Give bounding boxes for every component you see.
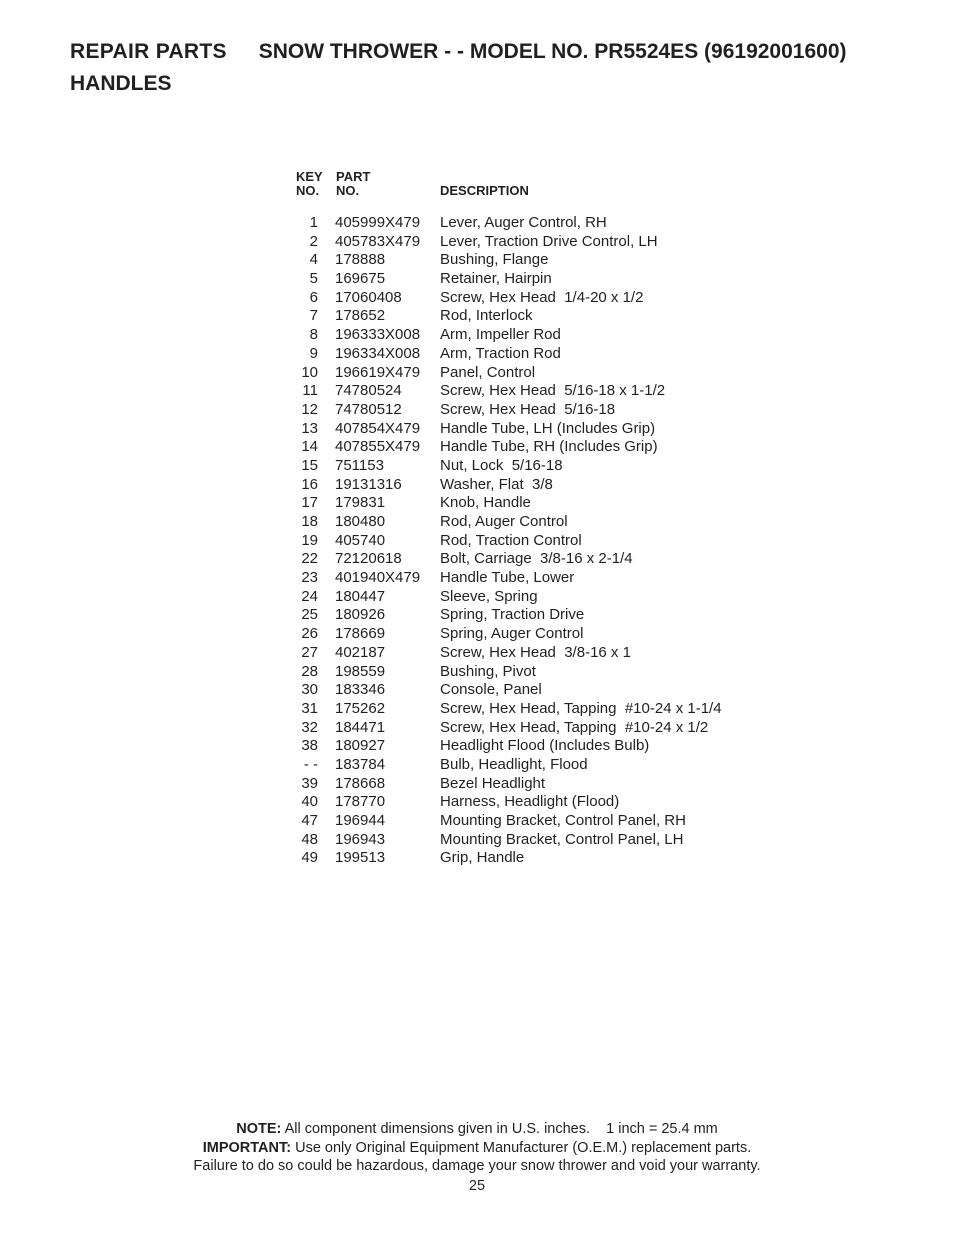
part-no-cell: 407854X479 [335,419,421,437]
table-row [290,812,810,831]
part-no-cell: 74780512 [335,400,402,418]
part-no-cell: 183346 [335,681,386,699]
table-row [290,420,810,439]
table-row [290,737,810,756]
table-row [290,775,810,794]
description-cell: Rod, Auger Control [440,513,568,530]
key-no-cell: 6 [309,288,318,306]
table-row [290,625,810,644]
part-no-cell: 178669 [335,625,386,643]
description-cell: Spring, Auger Control [440,625,584,643]
part-no-cell: 196619X479 [335,363,421,381]
description-cell: Bezel Headlight [440,774,546,792]
part-no-cell: 198559 [335,662,386,680]
key-no-cell: 27 [301,643,318,661]
key-no-cell: 31 [301,699,318,717]
part-no-cell: 169675 [335,270,386,288]
table-row [290,513,810,532]
table-row [290,532,810,551]
page-number: 25 [468,1177,486,1194]
part-no-cell: 405740 [335,531,386,549]
table-row [290,644,810,663]
description-cell: Bulb, Headlight, Flood [440,755,588,773]
key-no-cell: 14 [301,438,318,456]
table-row [290,849,810,868]
description-cell: Screw, Hex Head 5/16-18 [440,400,616,418]
part-no-cell: 19131316 [335,475,402,493]
description-cell: Lever, Traction Drive Control, LH [440,232,658,250]
part-no-cell: 72120618 [335,550,402,568]
key-no-cell: 18 [301,513,318,530]
table-row [290,663,810,682]
part-no-cell: 178652 [335,307,386,325]
key-no-cell: 15 [301,456,318,474]
table-row [290,345,810,364]
part-no-cell: 196943 [335,830,386,848]
table-row [290,364,810,383]
description-cell: Screw, Hex Head, Tapping #10-24 x 1-1/4 [440,699,722,717]
table-row [290,401,810,420]
parts-rows [290,214,810,868]
key-no-cell: 10 [301,363,318,381]
description-cell: Screw, Hex Head 5/16-18 x 1-1/2 [440,382,666,400]
part-no-cell: 180927 [335,737,386,755]
table-row [290,326,810,345]
key-no-cell: 1 [309,214,318,231]
page-footer [0,1120,954,1195]
part-no-cell: 405783X479 [335,232,421,250]
key-no-cell: 24 [301,587,318,605]
part-no-cell: 180926 [335,606,386,624]
key-no-cell: 19 [301,531,318,549]
table-row [290,307,810,326]
part-no-cell: 405999X479 [335,214,421,231]
note-line [0,1120,954,1139]
key-no-cell: 49 [301,849,318,867]
section-label: REPAIR PARTS [70,40,227,63]
part-no-cell: 196944 [335,812,386,829]
description-cell: Knob, Handle [440,494,531,512]
note-text: All component dimensions given in U.S. inches. 1 inch = 25.4 mm [284,1121,718,1137]
description-cell: Headlight Flood (Includes Bulb) [440,737,650,755]
key-no-cell: 47 [301,812,318,829]
table-row [290,700,810,719]
description-cell: Sleeve, Spring [440,587,538,605]
part-no-cell: 184471 [335,718,386,736]
part-no-cell: 401940X479 [335,569,421,587]
part-no-cell: 751153 [335,456,384,474]
table-row [290,289,810,308]
key-no-cell: 22 [301,550,318,568]
key-no-cell: 40 [301,793,318,811]
description-cell: Nut, Lock 5/16-18 [440,456,563,474]
part-no-cell: 196333X008 [335,326,421,344]
description-cell: Mounting Bracket, Control Panel, RH [440,812,686,829]
table-row [290,438,810,457]
description-cell: Arm, Traction Rod [440,344,561,362]
key-no-cell: 7 [309,307,318,325]
description-cell: Bolt, Carriage 3/8-16 x 2-1/4 [440,550,633,568]
description-cell: Lever, Auger Control, RH [440,214,607,231]
model-name: PR5524ES [594,40,699,63]
description-cell: Mounting Bracket, Control Panel, LH [440,830,684,848]
key-no-cell: 8 [309,326,318,344]
description-cell: Handle Tube, RH (Includes Grip) [440,438,658,456]
description-cell: Console, Panel [440,681,542,699]
part-no-cell: 402187 [335,643,386,661]
table-row [290,569,810,588]
table-row [290,270,810,289]
page-header [70,36,930,100]
key-no-cell: 9 [309,344,318,362]
description-cell: Rod, Traction Control [440,531,582,549]
key-no-cell: 5 [309,270,318,288]
table-row [290,233,810,252]
model-number: (96192001600) [704,40,847,63]
key-no-cell: 25 [301,606,318,624]
part-no-cell: 178770 [335,793,386,811]
key-no-cell: 30 [301,681,318,699]
description-cell: Grip, Handle [440,849,525,867]
page-subtitle: HANDLES [70,72,172,95]
table-row [290,457,810,476]
key-no-cell: 2 [309,232,318,250]
description-cell: Panel, Control [440,363,536,381]
page-title [70,36,930,68]
description-cell: Washer, Flat 3/8 [440,475,553,493]
description-cell: Handle Tube, Lower [440,569,575,587]
key-no-cell: 11 [302,382,318,400]
description-cell: Spring, Traction Drive [440,606,585,624]
table-row [290,681,810,700]
description-cell: Rod, Interlock [440,307,533,325]
part-no-cell: 196334X008 [335,344,421,362]
description-cell: Screw, Hex Head 3/8-16 x 1 [440,643,631,661]
part-no-cell: 178668 [335,774,386,792]
key-no-cell: 4 [309,251,318,269]
part-no-cell: 178888 [335,251,386,269]
description-cell: Bushing, Pivot [440,662,536,680]
key-no-cell: 26 [301,625,318,643]
description-cell: Harness, Headlight (Flood) [440,793,620,811]
part-no-cell: 17060408 [335,288,402,306]
table-row [290,476,810,495]
key-no-cell: 23 [301,569,318,587]
description-cell: Bushing, Flange [440,251,549,269]
table-row [290,719,810,738]
description-cell: Arm, Impeller Rod [440,326,561,344]
key-no-cell: 12 [301,400,318,418]
table-row [290,606,810,625]
product-prefix: SNOW THROWER - - MODEL NO. [258,40,589,63]
part-no-cell: 180480 [335,513,386,530]
important-label: IMPORTANT: [202,1139,292,1156]
description-header: DESCRIPTION [440,183,529,198]
part-no-cell: 74780524 [335,382,402,400]
key-no-cell: - - [303,755,318,773]
important-line [0,1139,954,1158]
part-no-cell: 179831 [335,494,386,512]
part-no-cell: 183784 [335,755,386,773]
part-no-cell: 407855X479 [335,438,421,456]
table-row [290,550,810,569]
table-row [290,251,810,270]
table-row [290,756,810,775]
key-no-cell: 28 [301,662,318,680]
key-no-cell: 16 [301,475,318,493]
warning-line: Failure to do so could be hazardous, damage your snow thrower and void your warranty. [193,1158,761,1174]
important-text: Use only Original Equipment Manufacturer (O.E.M.) replacement parts. [295,1139,752,1156]
description-cell: Handle Tube, LH (Includes Grip) [440,419,656,437]
table-row [290,793,810,812]
key-no-cell: 32 [301,718,318,736]
part-no-cell: 180447 [335,587,386,605]
table-row [290,214,810,233]
table-row [290,382,810,401]
description-cell: Screw, Hex Head 1/4-20 x 1/2 [440,288,644,306]
table-row [290,494,810,513]
key-no-cell: 17 [301,494,318,512]
key-no-cell: 39 [301,774,318,792]
table-row [290,588,810,607]
part-no-header: PART NO. [336,169,371,198]
table-row [290,831,810,850]
key-no-cell: 48 [301,830,318,848]
key-no-cell: 13 [301,419,318,437]
note-label: NOTE: [236,1121,282,1137]
key-no-cell: 38 [301,737,318,755]
description-cell: Screw, Hex Head, Tapping #10-24 x 1/2 [440,718,709,736]
part-no-cell: 175262 [335,699,386,717]
key-no-header: KEY NO. [296,169,323,198]
part-no-cell: 199513 [335,849,386,867]
description-cell: Retainer, Hairpin [440,270,552,288]
